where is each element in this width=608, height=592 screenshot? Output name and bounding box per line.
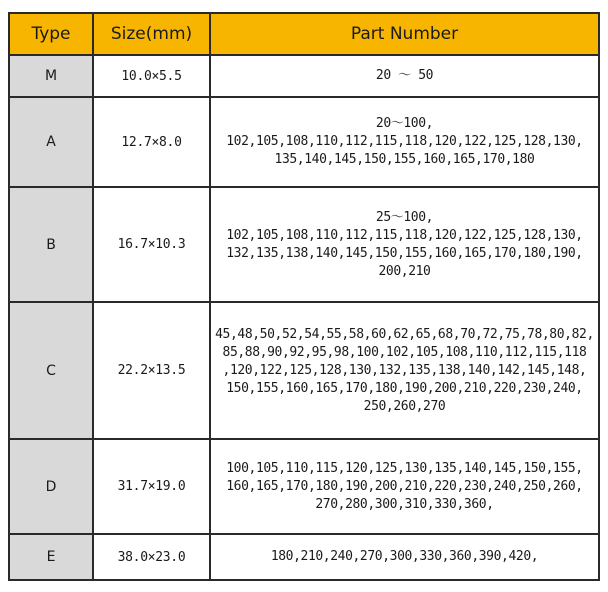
part-number-line: 102,105,108,110,112,115,118,120,122,125,128,130, — [226, 227, 583, 243]
type-cell: D — [9, 439, 93, 534]
part-number-line: 160,165,170,180,190,200,210,220,230,240,250,260, — [226, 478, 583, 494]
table-row — [9, 439, 599, 534]
part-number-line: 45,48,50,52,54,55,58,60,62,65,68,70,72,75,78,80,82, — [215, 326, 594, 342]
part-number-cell — [210, 187, 599, 302]
table-row — [9, 97, 599, 187]
table-row — [9, 534, 599, 580]
parts-table — [8, 12, 600, 581]
type-cell: B — [9, 187, 93, 302]
header-type: Type — [9, 13, 93, 55]
part-number-cell — [210, 439, 599, 534]
part-number-line: 250,260,270 — [363, 398, 446, 414]
part-number-line: 20 〜 50 — [375, 68, 434, 83]
part-number-line: 85,88,90,92,95,98,100,102,105,108,110,112,115,118 — [222, 344, 587, 360]
part-number-cell — [210, 55, 599, 97]
size-cell: 31.7×19.0 — [93, 439, 210, 534]
table-row — [9, 187, 599, 302]
size-cell: 12.7×8.0 — [93, 97, 210, 187]
part-number-line: 20〜100, — [375, 116, 434, 131]
type-cell: A — [9, 97, 93, 187]
part-number-line: ,120,122,125,128,130,132,135,138,140,142,145,148, — [222, 362, 587, 378]
part-number-line: 150,155,160,165,170,180,190,200,210,220,230,240, — [226, 380, 583, 396]
table-row — [9, 302, 599, 439]
part-number-line: 132,135,138,140,145,150,155,160,165,170,180,190, — [226, 245, 583, 261]
type-cell: C — [9, 302, 93, 439]
table-row — [9, 55, 599, 97]
header-part-number: Part Number — [210, 13, 599, 55]
header-size: Size(mm) — [93, 13, 210, 55]
part-number-line: 102,105,108,110,112,115,118,120,122,125,128,130, — [226, 134, 583, 149]
part-number-line: 25〜100, — [375, 209, 434, 225]
size-cell: 16.7×10.3 — [93, 187, 210, 302]
type-cell: M — [9, 55, 93, 97]
type-cell: E — [9, 534, 93, 580]
part-number-line: 200,210 — [378, 263, 431, 279]
part-number-line: 270,280,300,310,330,360, — [315, 496, 494, 512]
part-number-line: 180,210,240,270,300,330,360,390,420, — [270, 549, 539, 564]
size-cell: 22.2×13.5 — [93, 302, 210, 439]
size-cell: 38.0×23.0 — [93, 534, 210, 580]
part-number-line: 100,105,110,115,120,125,130,135,140,145,150,155, — [226, 460, 583, 476]
size-cell: 10.0×5.5 — [93, 55, 210, 97]
part-number-cell — [210, 97, 599, 187]
part-number-line: 135,140,145,150,155,160,165,170,180 — [274, 152, 535, 167]
part-number-cell — [210, 302, 599, 439]
header-row — [9, 13, 599, 55]
part-number-cell — [210, 534, 599, 580]
